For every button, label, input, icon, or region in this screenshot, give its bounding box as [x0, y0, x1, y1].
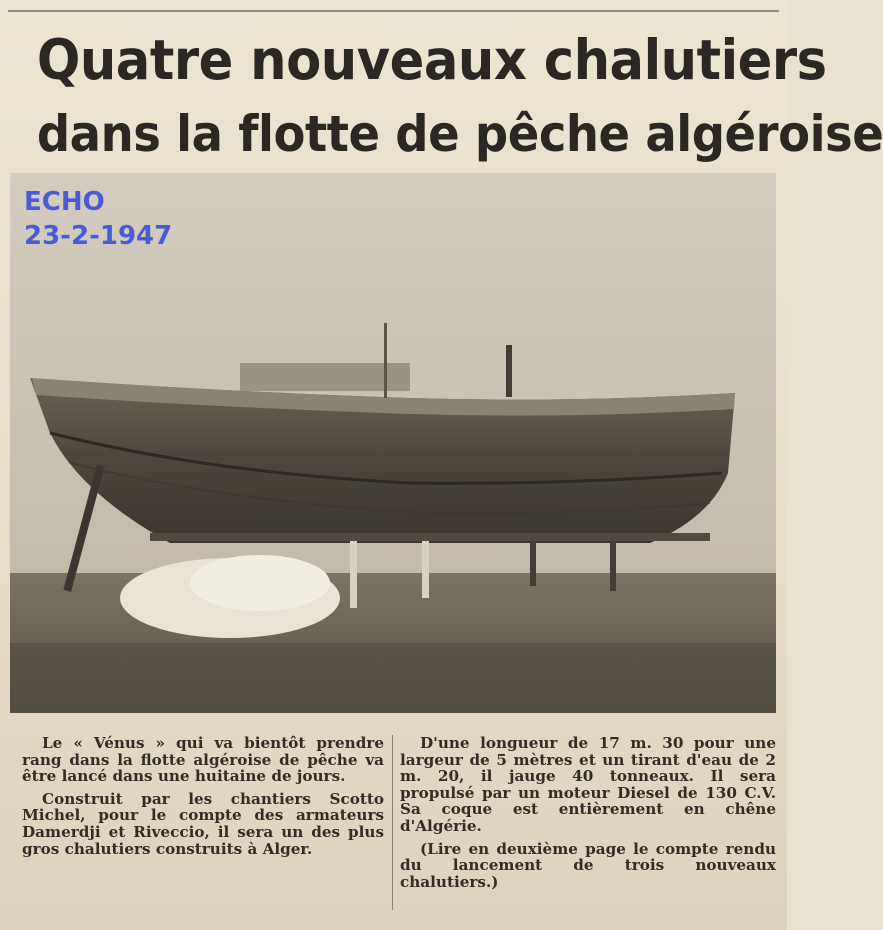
top-rule: [8, 10, 779, 12]
article-paragraph: D'une longueur de 17 m. 30 pour une largeur de 5 mètres et un tirant d'eau de 2 m. 20, il jauge 40 tonneaux. Il sera propulsé par un moteur Diesel de 130 C.V. Sa coque est entièrement en chêne d'Algérie.: [400, 734, 776, 835]
headline-line-2: dans la flotte de pêche algéroise: [36, 105, 883, 163]
mast: [384, 323, 387, 398]
article-paragraph: (Lire en deuxième page le compte rendu du lancement de trois nouveaux chalutiers.): [400, 839, 776, 891]
article-column-left: [22, 735, 384, 863]
funnel: [506, 345, 512, 397]
article-column-right: [400, 735, 776, 896]
column-divider: [392, 735, 393, 910]
boat-photo: [10, 173, 776, 713]
article-paragraph: Le « Vénus » qui va bientôt prendre rang dans la flotte algéroise de pêche va être lancé dans une huitaine de jours.: [22, 734, 384, 786]
stamp-date: 23-2-1947: [24, 221, 173, 251]
date-stamp: [24, 185, 172, 253]
stamp-source: ECHO: [24, 187, 105, 217]
boat-illustration: [10, 173, 776, 713]
headline-line-1: Quatre nouveaux chalutiers: [36, 28, 827, 92]
article-paragraph: Construit par les chantiers Scotto Michel, pour le compte des armateurs Damerdji et Riveccio, il sera un des plus gros chalutiers construits à Alger.: [22, 789, 384, 858]
